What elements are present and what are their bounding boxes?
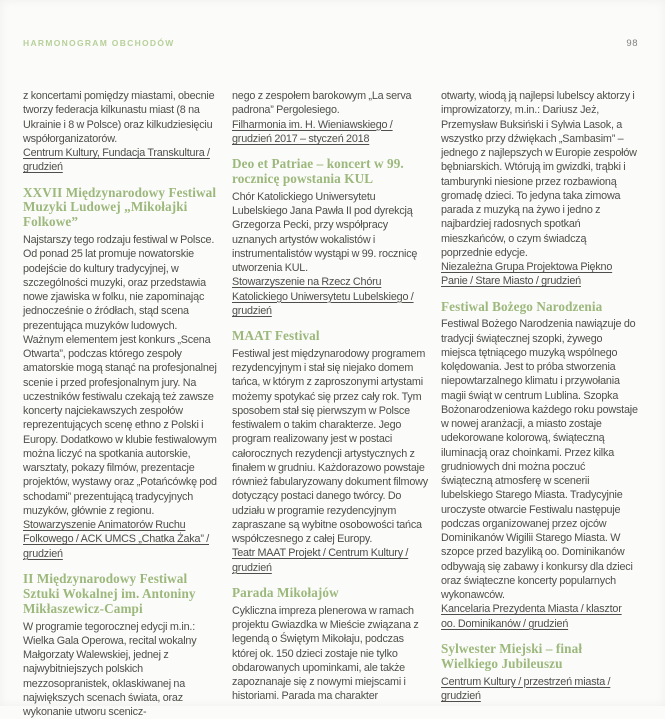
event-heading: II Międzynarodowy Festiwal Sztuki Wokalnej im. Antoniny Mikłaszewicz-Campi	[23, 570, 196, 616]
organizer-credit-link: Filharmonia im. H. Wieniawskiego / grudzień 2017 – styczeń 2018	[232, 118, 393, 145]
credit-line	[23, 146, 220, 175]
text-columns	[23, 89, 638, 719]
page-number: 98	[626, 38, 638, 49]
organizer-credit-link: Stowarzyszenie Animatorów Ruchu Folkowego / ACK UMCS „Chatka Żaka” / grudzień	[23, 519, 210, 560]
organizer-credit-link: Teatr MAAT Projekt / Centrum Kultury / grudzień	[232, 547, 409, 574]
credit-line	[441, 675, 638, 704]
event-heading: Sylwester Miejski – finał Wielkiego Jubileuszu	[441, 640, 583, 671]
text-column-2	[232, 89, 429, 719]
event-heading: MAAT Festival	[232, 328, 320, 344]
text-column-1	[23, 89, 220, 719]
organizer-credit-link: Kancelaria Prezydenta Miasta / klasztor oo. Dominikanów / grudzień	[441, 603, 622, 630]
section-title: HARMONOGRAM OBCHODÓW	[23, 38, 175, 48]
credit-line	[232, 546, 429, 575]
credit-line	[441, 260, 638, 289]
event-heading: XXVII Międzynarodowy Festiwal Muzyki Ludowej „Mikołajki Folkowe”	[23, 184, 217, 230]
paragraph: W programie tegorocznej edycji m.in.: Wielka Gala Operowa, recital wokalny Małgorzaty Walewskiej, jednej z najwybitniejszych polskich mezzosopranistek, oklaskiwanej na największych scenach świata, oraz wykonanie utworu scenicz-	[23, 620, 197, 719]
paragraph: Chór Katolickiego Uniwersytetu Lubelskiego Jana Pawła II pod dyrekcją Grzegorza Pecki, przy współpracy uznanych artystów wokalistów i instrumentalistów wystąpi w 99. rocznicę utworzenia KUL.	[232, 190, 418, 275]
organizer-credit-link: Stowarzyszenie na Rzecz Chóru Katolickiego Uniwersytetu Lubelskiego / grudzień	[232, 276, 414, 317]
paragraph: Festiwal jest międzynarodowy programem rezydencyjnym i stał się niejako domem tańca, w którym z zaproszonymi artystami możemy spotykać się przez cały rok. Tym sposobem stał się pierwszym w Polsce festiwalem o takim charakterze. Jego program realizowany jest w postaci całorocznych rezydencji artystycznych z finałem w grudniu. Każdorazowo powstaje również fabularyzowany dokument filmowy dotyczący postaci danego twórcy. Do udziału w programie rezydencyjnym zapraszane są wybitne osobowości tańca współczesnego z całej Europy.	[232, 347, 428, 546]
text-column-3	[441, 89, 638, 719]
event-heading: Parada Mikołajów	[232, 584, 339, 600]
organizer-credit-link: Centrum Kultury, Fundacja Transkultura / grudzień	[23, 147, 210, 174]
credit-line	[23, 518, 220, 561]
organizer-credit-link: Centrum Kultury / przestrzeń miasta / grudzień	[441, 675, 611, 702]
paragraph: Cykliczna impreza plenerowa w ramach projektu Gwiazdka w Mieście związana z legendą o Świętym Mikołaju, podczas której ok. 150 dzieci zostaje nie tylko obdarowanych upominkami, ale także zapoznanaje się z nowymi miejscami i historiami. Parada ma charakter	[232, 604, 419, 703]
paragraph: nego z zespołem barokowym „La serva padrona” Pergolesiego.	[232, 90, 412, 117]
paragraph: otwarty, wiodą ją najlepsi lubelscy aktorzy i improwizatorzy, m.in.: Dariusz Jeż, Przemysław Buksiński i Sylwia Lasok, a wszystko przy dźwiękach „Sambasim” – jednego z najlepszych w Europie zespołów bębniarskich. Wtórują im gwizdki, trąbki i tamburynki niesione przez rozbawioną gromadę dzieci. To jedyna taka zimowa parada z muzyką na żywo i jedno z najbardziej radosnych spotkań mieszkańców, o czym świadczą poprzednie edycje.	[441, 90, 637, 259]
credit-line	[232, 275, 429, 318]
event-heading: Deo et Patriae – koncert w 99. rocznicę powstania KUL	[232, 156, 404, 186]
paragraph: z koncertami pomiędzy miastami, obecnie tworzy federacja kilkunastu miast (8 na Ukrainie i 8 w Polsce) oraz kilkudziesięciu współorganizatorów.	[23, 90, 215, 145]
page-header	[23, 38, 638, 49]
organizer-credit-link: Niezależna Grupa Projektowa Piękno Panie / Stare Miasto / grudzień	[441, 261, 613, 288]
paragraph: Festiwal Bożego Narodzenia nawiązuje do tradycji świątecznej szopki, żywego miejsca tętniącego muzyką wspólnego kolędowania. Jest to próba stworzenia niepowtarzalnego klimatu i przywołania magii świąt w centrum Lublina. Szopka Bożonarodzeniowa każdego roku powstaje w nowej aranżacji, a miasto zostaje udekorowane kolorową, świąteczną iluminacją oraz choinkami. Przez kilka grudniowych dni można poczuć świąteczną atmosferę w scenerii lubelskiego Starego Miasta. Tradycyjnie uroczyste otwarcie Festiwalu następuje podczas organizowanej przez ojców Dominikanów Wigilii Starego Miasta. W szopce przed bazyliką oo. Dominikanów odbywają się zabawy i konkursy dla dzieci oraz świąteczne koncerty popularnych wykonawców.	[441, 318, 638, 602]
event-heading: Festiwal Bożego Narodzenia	[441, 298, 603, 314]
paragraph: Najstarszy tego rodzaju festiwal w Polsce. Od ponad 25 lat promuje nowatorskie podejście do kultury tradycyjnej, w szczególności muzyki, oraz przedstawia nowe zjawiska w folku, nie zapominając jednocześnie o źródłach, stąd scena prezentująca muzyków ludowych. Ważnym elementem jest konkurs „Scena Otwarta”, podczas którego zespoły amatorskie mogą stanąć na profesjonalnej scenie i przed profesjonalnym jury. Na uczestników festiwalu czekają też zawsze koncerty najciekawszych zespołów reprezentujących scenę ethno z Polski i Europy. Dodatkowo w klubie festiwalowym można liczyć na spotkania autorskie, warsztaty, pokazy filmów, prezentacje projektów, wystawy oraz „Potańcówkę pod schodami” prezentującą tradycyjnych muzyków, głównie z regionu.	[23, 234, 217, 517]
credit-line	[232, 118, 429, 147]
credit-line	[441, 602, 638, 631]
